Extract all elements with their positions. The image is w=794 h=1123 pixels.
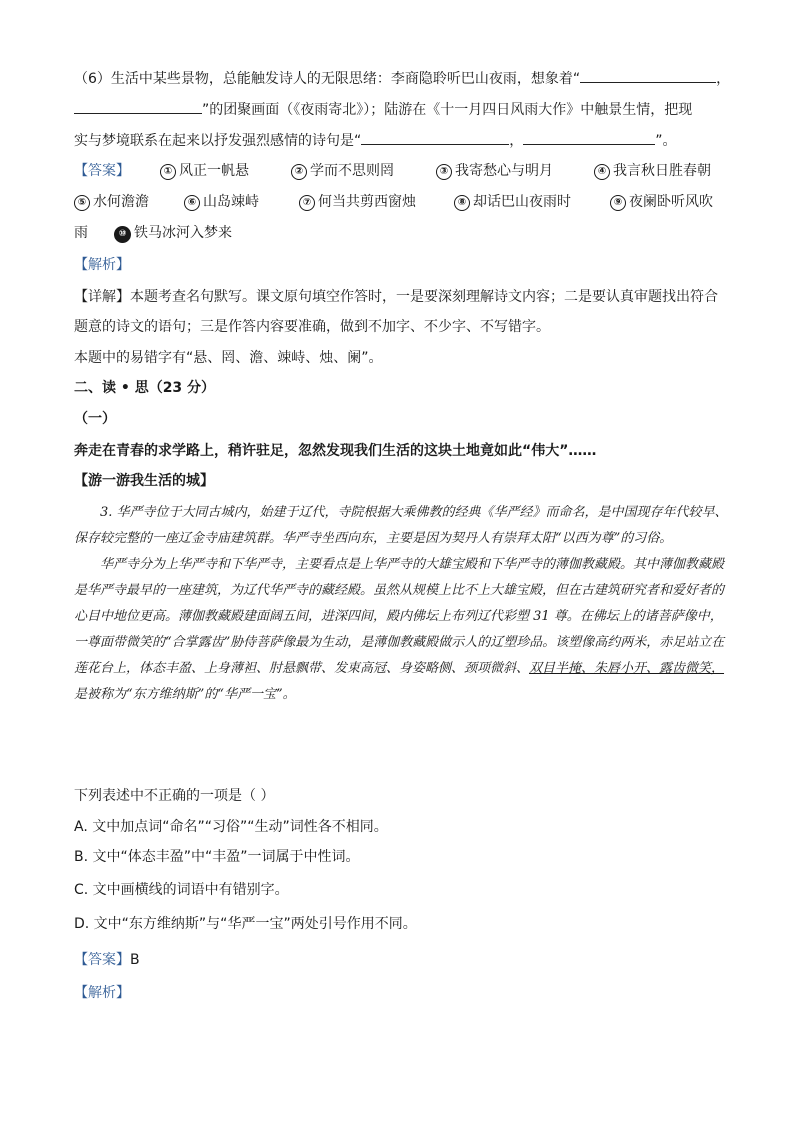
answer-item: ⑩ 铁马冰河入梦来 [114, 223, 232, 243]
underlined-phrase: 双目半掩、朱唇小开、露齿微笑， [529, 661, 725, 676]
analysis-note: 本题中的易错字有“悬、罔、澹、竦峙、烛、阑”。 [74, 350, 383, 366]
section-headline: 奔走在青春的求学路上，稍许驻足，忽然发现我们生活的这块土地竟如此“伟大”…… [74, 443, 597, 459]
option-a[interactable]: A. 文中加点词“命名”“习俗”“生动”词性各不相同。 [74, 819, 388, 835]
answer-item: ⑤ 水何澹澹 [74, 192, 149, 212]
tour-heading: 【游一游我生活的城】 [74, 473, 214, 489]
question-stem: 下列表述中不正确的一项是（ ） [74, 788, 275, 804]
answer-label: 【答案】 [74, 163, 130, 179]
answer-2: 【答案】B [74, 952, 140, 968]
answer-item: ① 风正一帆悬 [160, 161, 249, 181]
q6-line-3: 实与梦境联系在起来以抒发强烈感情的诗句是“ ， ”。 [74, 130, 734, 151]
answer-item: ⑥ 山岛竦峙 [184, 192, 259, 212]
passage [74, 500, 734, 708]
q6-line-2: ”的团聚画面（《夜雨寄北》）；陆游在《十一月四日风雨大作》中触景生情，把现 [74, 99, 734, 120]
answer-row-3: 雨 ⑩ 铁马冰河入梦来 [74, 225, 232, 241]
answer-item: ⑨ 夜阑卧听风吹 [610, 192, 713, 212]
section-title: 二、读 • 思（23 分） [74, 380, 216, 396]
answer-item: ④ 我言秋日胜春朝 [594, 161, 711, 181]
answer-blank[interactable] [74, 99, 202, 114]
q6-line-1: （6）生活中某些景物，总能触发诗人的无限思绪：李商隐聆听巴山夜雨，想象着“ ， [74, 68, 734, 89]
answer-blank[interactable] [580, 68, 716, 83]
answer-item: ③ 我寄愁心与明月 [436, 161, 553, 181]
option-b[interactable]: B. 文中“体态丰盈”中“丰盈”一词属于中性词。 [74, 849, 360, 865]
section-sub: （一） [74, 411, 116, 427]
answer-item: ⑦ 何当共剪西窗烛 [299, 192, 416, 212]
answer-item: ⑧ 却话巴山夜雨时 [454, 192, 571, 212]
answer-value: B [130, 952, 140, 968]
option-c[interactable]: C. 文中画横线的词语中有错别字。 [74, 882, 289, 898]
answer-row-1 [74, 161, 734, 181]
answer-item: ② 学而不思则罔 [291, 161, 394, 181]
analysis-detail-line-1: 【详解】本题考查名句默写。课文原句填空作答时，一是要深刻理解诗文内容；二是要认真审题找出符合 [74, 289, 718, 305]
passage-paragraph-2: 华严寺分为上华严寺和下华严寺，主要看点是上华严寺的大雄宝殿和下华严寺的薄伽教藏殿。其中薄伽教藏殿是华严寺最早的一座建筑，为辽代华严寺的藏经殿。虽然从规模上比不上大雄宝殿，但在古建筑研究者和爱好者的心目中地位更高。薄伽教藏殿建面阔五间，进深四间，殿内佛坛上布列辽代彩塑 31 尊。在佛坛上的诸菩萨像中，一尊面带微笑的“合掌露齿”胁侍菩萨像最为生动，是薄伽教藏殿做示人的辽塑珍品。该塑像高约两米，赤足站立在莲花台上，体态丰盈、上身薄袒、肘悬飘带、发束高冠、身姿略侧、颈项微斜、双目半掩、朱唇小开、露齿微笑，是被称为“东方维纳斯”的“华严一宝”。 [74, 557, 725, 702]
analysis-2-label: 【解析】 [74, 985, 130, 1001]
analysis-label: 【解析】 [74, 257, 130, 273]
answer-blank[interactable] [523, 130, 655, 145]
analysis-detail-line-2: 题意的诗文的语句；三是作答内容要准确，做到不加字、不少字、不写错字。 [74, 319, 550, 335]
passage-paragraph-1: 3. 华严寺位于大同古城内，始建于辽代，寺院根据大乘佛教的经典《华严经》而命名，是中国现存年代较早、保存较完整的一座辽金寺庙建筑群。华严寺坐西向东，主要是因为契丹人有崇拜太阳“以西为尊”的习俗。 [74, 505, 728, 546]
answer-blank[interactable] [361, 130, 509, 145]
option-d[interactable]: D. 文中“东方维纳斯”与“华严一宝”两处引号作用不同。 [74, 916, 417, 932]
